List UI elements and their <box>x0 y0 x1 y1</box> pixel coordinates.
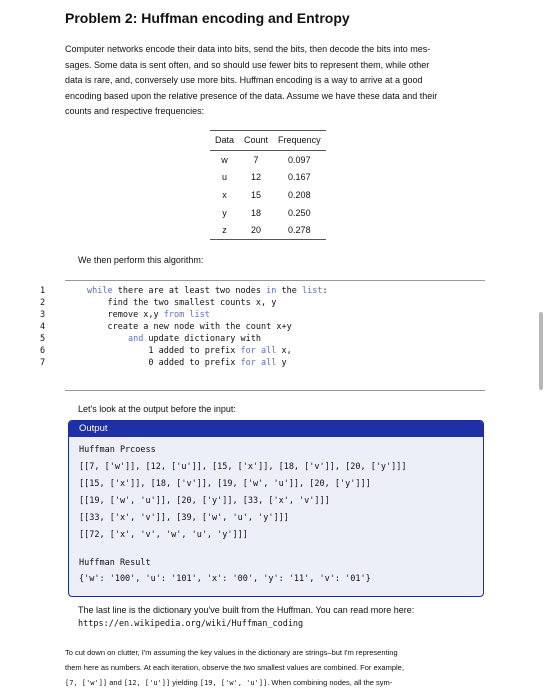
code-token: : <box>322 286 328 296</box>
code-text <box>87 297 276 309</box>
intro-line: encoding based upon the relative presence of the data. Assume we have these data and their <box>65 90 438 101</box>
code-keyword: all <box>261 346 277 356</box>
code-text <box>87 345 292 357</box>
code-token: 1 added to prefix <box>148 346 241 356</box>
data-cell: u <box>222 172 228 183</box>
vertical-scrollbar[interactable] <box>539 312 543 390</box>
wikipedia-link[interactable]: https://en.wikipedia.org/wiki/Huffman_coding <box>78 619 304 629</box>
output-header: Output <box>69 421 483 437</box>
frequency-cell: 0.097 <box>288 154 311 165</box>
code-keyword: for <box>240 346 256 356</box>
code-keyword: from <box>163 310 185 320</box>
output-box <box>68 420 484 597</box>
note-text: yielding <box>170 678 200 687</box>
note-line: them here as numbers. At each iteration, observe the two smallest values are combined. For example, <box>65 663 404 672</box>
code-text <box>87 321 292 333</box>
code-keyword: list <box>189 310 210 320</box>
output-line: [[19, ['w', 'u']], [20, ['y']], [33, ['x', 'v']]] <box>79 496 330 506</box>
frequency-cell: 0.278 <box>273 221 326 239</box>
table-row <box>210 169 326 187</box>
data-cell: z <box>210 221 239 239</box>
algorithm-line <box>0 345 500 357</box>
output-line: [[15, ['x']], [18, ['v']], [19, ['w', 'u']], [20, ['y']]] <box>79 479 371 489</box>
code-token: there are at least two nodes <box>112 286 267 296</box>
note-paragraph <box>65 645 485 691</box>
code-token: find the two smallest counts x, y <box>107 298 277 308</box>
count-cell: 18 <box>251 207 262 218</box>
code-token: create a new node with the count x+y <box>107 322 292 332</box>
table-header-row <box>210 131 326 151</box>
code-keyword: while <box>87 286 113 296</box>
algorithm-line <box>0 297 500 309</box>
table-row <box>210 204 326 222</box>
code-text <box>87 309 210 321</box>
line-number: 4 <box>40 322 46 332</box>
count-cell: 15 <box>251 189 262 200</box>
closing-text: The last line is the dictionary you've built from the Huffman. You can read more here: <box>78 605 415 615</box>
code-token: y <box>276 358 287 368</box>
closing-paragraph <box>78 603 488 631</box>
column-header-data: Data <box>210 131 239 151</box>
intro-line: sages. Some data is sent often, and so should use fewer bits to represent them, while other <box>65 59 430 70</box>
code-text <box>87 333 261 345</box>
intro-paragraph <box>65 42 485 120</box>
column-header-count: Count <box>239 131 273 151</box>
code-keyword: in <box>266 286 277 296</box>
code-token: update dictionary with <box>143 334 262 344</box>
table-row <box>210 186 326 204</box>
problem-title: Problem 2: Huffman encoding and Entropy <box>65 10 350 26</box>
note-code: [12, ['u']] <box>123 679 171 687</box>
column-header-frequency: Frequency <box>273 131 326 151</box>
count-cell: 7 <box>253 154 259 165</box>
line-number: 7 <box>40 358 46 368</box>
code-keyword: list <box>301 286 323 296</box>
algorithm-line <box>0 357 500 369</box>
output-line: Huffman Result <box>79 558 151 568</box>
data-cell: x <box>222 189 227 200</box>
data-cell: w <box>221 154 228 165</box>
algorithm-line <box>0 309 500 321</box>
output-line: Huffman Prcoess <box>79 445 156 455</box>
line-number: 5 <box>40 334 46 344</box>
note-line <box>65 675 485 691</box>
algorithm-line <box>0 321 500 333</box>
note-text: . When combining nodes, all the sym- <box>267 678 393 687</box>
output-line: [[33, ['x', 'v']], [39, ['w', 'u', 'y']]] <box>79 513 289 523</box>
frequency-cell: 0.208 <box>288 189 311 200</box>
output-intro: Let's look at the output before the input: <box>78 404 236 414</box>
note-code: [19, ['w', 'u']] <box>199 679 268 687</box>
line-number: 3 <box>40 310 46 320</box>
table-row <box>210 221 326 239</box>
code-token: remove x,y <box>107 310 164 320</box>
code-token: 0 added to prefix <box>148 358 241 368</box>
algorithm-listing <box>0 285 500 369</box>
algorithm-line <box>0 333 500 345</box>
count-cell: 20 <box>239 221 273 239</box>
frequency-cell: 0.250 <box>288 207 311 218</box>
note-code: [7, ['w']] <box>65 679 108 687</box>
note-text: and <box>107 678 124 687</box>
line-number: 1 <box>40 286 46 296</box>
intro-line: counts and respective frequencies: <box>65 106 205 117</box>
algorithm-top-rule <box>65 280 485 281</box>
code-text <box>87 285 328 297</box>
code-keyword: for <box>240 358 256 368</box>
table-row <box>210 151 326 169</box>
note-line: To cut down on clutter, I'm assuming the key values in the dictionary are strings–but I'm representing <box>65 648 398 657</box>
count-cell: 12 <box>251 172 262 183</box>
intro-line: Computer networks encode their data into bits, send the bits, then decode the bits into mes- <box>65 44 431 54</box>
code-keyword: and <box>127 334 144 344</box>
output-line: {'w': '100', 'u': '101', 'x': '00', 'y': '11', 'v': '01'} <box>79 574 371 584</box>
code-text <box>87 357 287 369</box>
code-keyword: all <box>261 358 277 368</box>
line-number: 2 <box>40 298 46 308</box>
frequency-cell: 0.167 <box>288 172 311 183</box>
line-number: 6 <box>40 346 46 356</box>
frequency-table <box>210 130 326 240</box>
code-token: the <box>276 286 302 296</box>
code-token: x, <box>276 346 292 356</box>
intro-line: data is rare, and, conversely use more bits. Huffman encoding is a way to arrive at a good <box>65 75 423 86</box>
algorithm-bottom-rule <box>65 390 485 391</box>
algorithm-line <box>0 285 500 297</box>
output-line: [[72, ['x', 'v', 'w', 'u', 'y']]] <box>79 530 248 540</box>
data-cell: y <box>222 207 227 218</box>
output-line: [[7, ['w']], [12, ['u']], [15, ['x']], [18, ['v']], [20, ['y']]] <box>79 462 407 472</box>
algorithm-intro: We then perform this algorithm: <box>78 255 204 265</box>
